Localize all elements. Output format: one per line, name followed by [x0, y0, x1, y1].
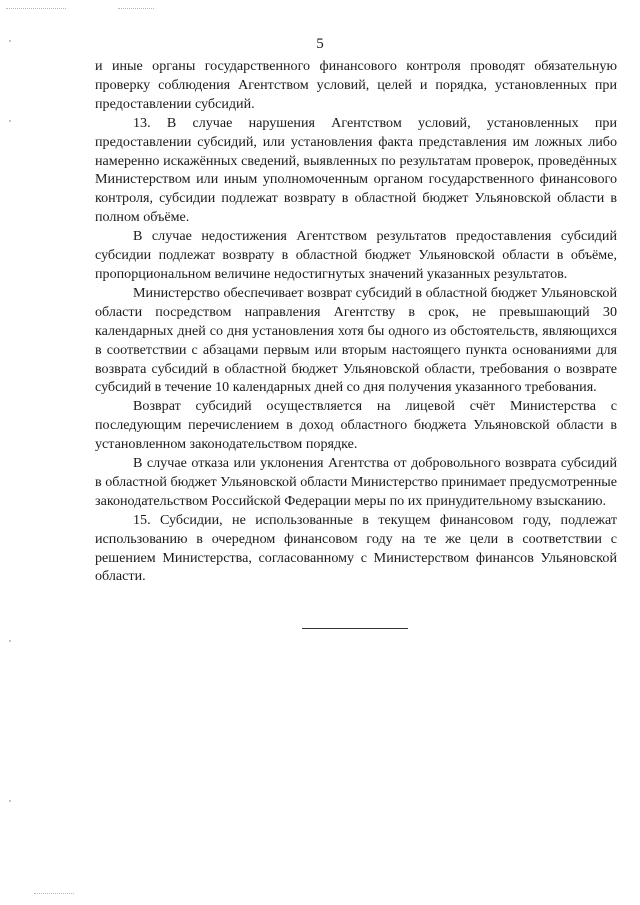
scan-artifact-left-3: [9, 640, 11, 642]
paragraph-results-shortfall: В случае недостижения Агентством результатов предоставления субсидий субсидии подлежат возврату в областной бюджет Ульяновской области в объёме, пропорциональном величине недостигнутых значений указанных результатов.: [95, 228, 617, 282]
page-number: 5: [316, 36, 324, 52]
paragraph-continuation: и иные органы государственного финансового контроля проводят обязательную проверку соблюдения Агентством условий, целей и порядка, установленных при предоставлении субсидий.: [95, 58, 617, 112]
paragraph-refusal: В случае отказа или уклонения Агентства от добровольного возврата субсидий в областной бюджет Ульяновской области Министерство принимает предусмотренные законодательством Российской Федерации меры по их принудительному взысканию.: [95, 455, 617, 509]
scan-artifact-left-2: [9, 120, 11, 122]
paragraph-return-procedure: Министерство обеспечивает возврат субсидий в областной бюджет Ульяновской области посредством направления Агентству в срок, не превышающий 30 календарных дней со дня установления хотя бы одного из обстоятельств, являющихся в соответствии с абзацами первым или вторым настоящего пункта основаниями для возврата субсидий в областной бюджет Ульяновской области, требования о возврате субсидий в течение 10 календарных дней со дня получения указанного требования.: [95, 284, 617, 396]
paragraph-item-15: 15. Субсидии, не использованные в текущем финансовом году, подлежат использованию в очередном финансовом году на те же цели в соответствии с решением Министерства, согласованному с Министерством финансов Ульяновской области.: [95, 511, 617, 585]
scan-artifact-top-mid: [118, 8, 154, 9]
end-of-text-rule: [302, 628, 408, 629]
scan-artifact-bottom-left: [34, 893, 74, 894]
scan-artifact-left-4: [9, 800, 11, 802]
paragraph-return-account: Возврат субсидий осуществляется на лицевой счёт Министерства с последующим перечислением в доход областного бюджета Ульяновской области в установленном законодательством порядке.: [95, 398, 617, 453]
paragraph-item-13: 13. В случае нарушения Агентством условий, установленных при предоставлении субсидий, или установления факта представления им ложных либо намеренно искажённых сведений, выявленных по результатам проверок, проведённых Министерством или иным уполномоченным органом государственного финансового контроля, субсидии подлежат возврату в областной бюджет Ульяновской области в полном объёме.: [95, 114, 617, 226]
scan-artifact-top-left: [6, 8, 66, 9]
body-text: [95, 57, 617, 586]
